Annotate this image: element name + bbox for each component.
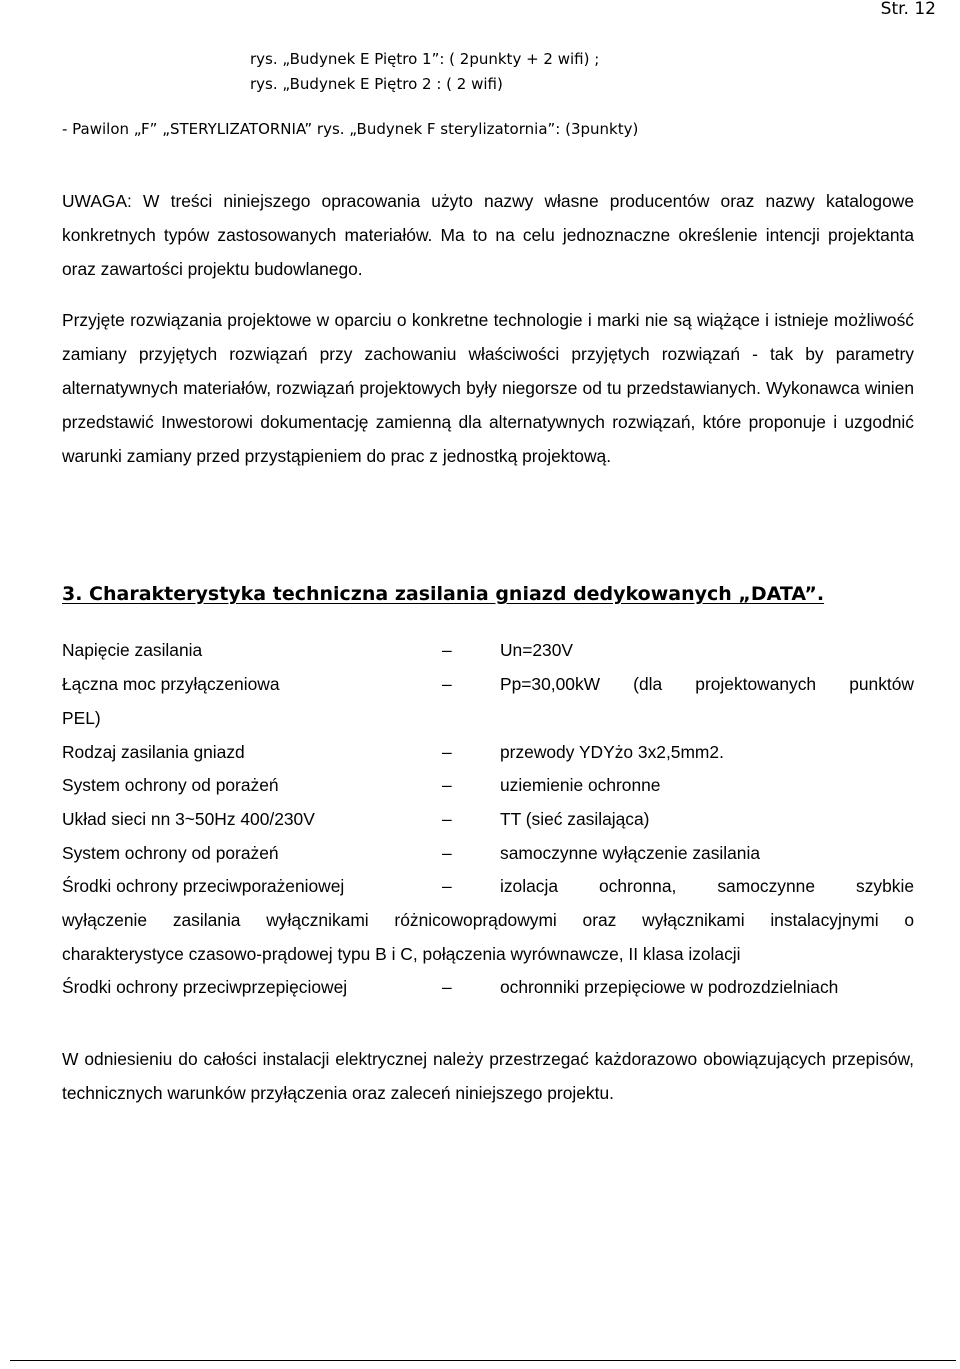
- spec-label: Środki ochrony przeciwporażeniowej: [62, 876, 345, 896]
- spec-row-network-system: [62, 809, 914, 843]
- footer-rule: [10, 1360, 956, 1361]
- spec-dash: –: [442, 809, 452, 829]
- spec-dash: –: [442, 977, 452, 997]
- pavilion-reference-line: - Pawilon „F” „STERYLIZATORNIA” rys. „Budynek F sterylizatornia”: (3punkty): [62, 120, 639, 138]
- spec-dash: –: [442, 674, 452, 694]
- spec-row-surge-protection: [62, 977, 914, 1011]
- note-paragraph: UWAGA: W treści niniejszego opracowania użyto nazwy własne producentów oraz nazwy katalogowe konkretnych typów zastosowanych materiałów. Ma to na celu jednoznaczne określenie intencji projektanta oraz zawartości projektu budowlanego.: [62, 191, 914, 279]
- section-heading: 3. Charakterystyka techniczna zasilania gniazd dedykowanych „DATA”.: [62, 583, 825, 605]
- spec-row-supply-type: [62, 742, 914, 776]
- spec-continuation: PEL): [62, 708, 101, 728]
- spec-label: Układ sieci nn 3~50Hz 400/230V: [62, 809, 315, 829]
- spec-label: Rodzaj zasilania gniazd: [62, 742, 245, 762]
- spec-row-shock-protection: [62, 775, 914, 809]
- spec-value: TT (sieć zasilająca): [500, 809, 650, 829]
- spec-dash: –: [442, 742, 452, 762]
- figure-reference-line: rys. „Budynek E Piętro 1”: ( 2punkty + 2 wifi) ;: [250, 50, 600, 68]
- closing-paragraph: W odniesieniu do całości instalacji elektrycznej należy przestrzegać każdorazowo obowiązujących przepisów, technicznych warunków przyłączenia oraz zaleceń niniejszego projektu.: [62, 1049, 914, 1103]
- spec-continuation: charakterystyce czasowo-prądowej typu B i C, połączenia wyrównawcze, II klasa izolacji: [62, 944, 741, 964]
- solutions-paragraph: Przyjęte rozwiązania projektowe w oparciu o konkretne technologie i marki nie są wiążące i istnieje możliwość zamiany przyjętych rozwiązań przy zachowaniu właściwości przyjętych rozwiązań - tak by parametry alternatywnych materiałów, rozwiązań projektowych były niegorsze od tu przedstawianych. Wykonawca winien przedstawić Inwestorowi dokumentację zamienną dla alternatywnych rozwiązań, które proponuje i uzgodnić warunki zamiany przed przystąpieniem do prac z jednostką projektową.: [62, 310, 914, 466]
- spec-row-shock-protection-2: [62, 843, 914, 877]
- spec-row-voltage: [62, 640, 914, 674]
- figure-reference-line: rys. „Budynek E Piętro 2 : ( 2 wifi): [250, 75, 503, 93]
- page-number: Str. 12: [880, 0, 936, 19]
- spec-label: System ochrony od porażeń: [62, 775, 279, 795]
- spec-value: Un=230V: [500, 640, 574, 660]
- spec-label: System ochrony od porażeń: [62, 843, 279, 863]
- spec-dash: –: [442, 876, 452, 896]
- spec-row-shock-protection-means: [62, 876, 914, 910]
- spec-value: ochronniki przepięciowe w podrozdzielniach: [500, 977, 839, 997]
- spec-dash: –: [442, 775, 452, 795]
- spec-value: samoczynne wyłączenie zasilania: [500, 843, 761, 863]
- spec-dash: –: [442, 640, 452, 660]
- spec-row-power: [62, 674, 914, 708]
- spec-label: Napięcie zasilania: [62, 640, 203, 660]
- spec-continuation: wyłączenie zasilania wyłącznikami różnicowoprądowymi oraz wyłącznikami instalacyjnymi o: [62, 910, 914, 930]
- spec-value: przewody YDYżo 3x2,5mm2.: [500, 742, 724, 762]
- spec-value: izolacja ochronna, samoczynne szybkie: [500, 876, 914, 896]
- spec-label: Środki ochrony przeciwprzepięciowej: [62, 977, 348, 997]
- spec-label: Łączna moc przyłączeniowa: [62, 674, 280, 694]
- spec-value: uziemienie ochronne: [500, 775, 661, 795]
- spec-dash: –: [442, 843, 452, 863]
- spec-value: Pp=30,00kW (dla projektowanych punktów: [500, 674, 914, 694]
